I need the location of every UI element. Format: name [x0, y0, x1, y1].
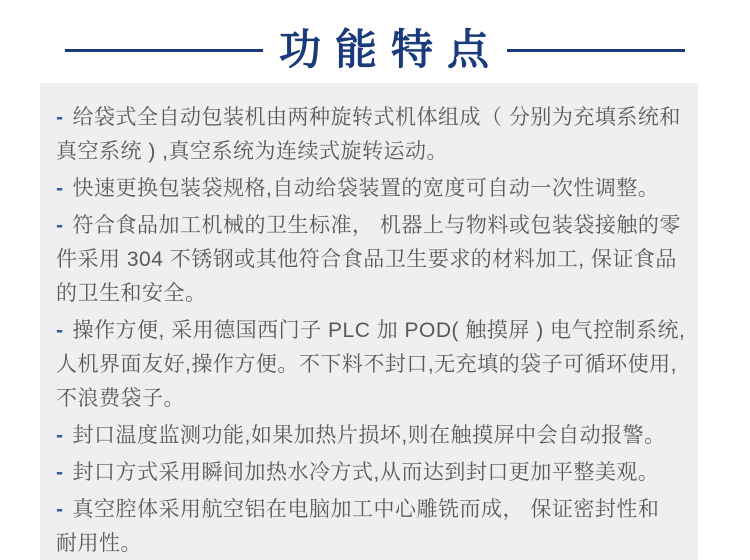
feature-item: [56, 172, 686, 206]
feature-text: 不浪费袋子。: [56, 387, 185, 410]
feature-item: [56, 209, 686, 311]
feature-line: [56, 456, 686, 490]
bullet-dash: -: [56, 424, 64, 447]
feature-item: [56, 493, 686, 560]
feature-line: [56, 243, 686, 277]
feature-line: [56, 382, 686, 416]
feature-text: 真空腔体采用航空铝在电脑加工中心雕铣而成， 保证密封性和: [72, 498, 660, 521]
bullet-dash: -: [56, 177, 64, 200]
feature-item: [56, 456, 686, 490]
feature-line: [56, 135, 686, 169]
feature-text: 给袋式全自动包装机由两种旋转式机体组成（ 分别为充填系统和: [72, 106, 681, 129]
bullet-dash: -: [56, 106, 64, 129]
bullet-dash: -: [56, 461, 64, 484]
feature-item: [56, 101, 686, 169]
feature-text: 封口方式采用瞬间加热水冷方式,从而达到封口更加平整美观。: [72, 461, 660, 484]
feature-text: 真空系统 ) ,真空系统为连续式旋转运动。: [56, 140, 448, 163]
feature-text: 快速更换包装袋规格,自动给袋装置的宽度可自动一次性调整。: [72, 177, 660, 200]
feature-text: 的卫生和安全。: [56, 282, 207, 305]
feature-line: [56, 493, 686, 527]
feature-text: 耐用性。: [56, 532, 142, 555]
bullet-dash: -: [56, 319, 64, 342]
feature-line: [56, 527, 686, 560]
header-rule-right: [507, 49, 685, 52]
feature-text: 件采用 304 不锈钢或其他符合食品卫生要求的材料加工, 保证食品: [56, 248, 677, 271]
feature-line: [56, 277, 686, 311]
feature-text: 操作方便, 采用德国西门子 PLC 加 POD( 触摸屏 ) 电气控制系统,: [72, 319, 686, 342]
feature-line: [56, 419, 686, 453]
feature-text: 封口温度监测功能,如果加热片损坏,则在触摸屏中会自动报警。: [72, 424, 666, 447]
header-rule-left: [65, 49, 263, 52]
feature-line: [56, 314, 686, 348]
features-panel: [40, 83, 698, 560]
feature-text: 人机界面友好,操作方便。不下料不封口,无充填的袋子可循环使用,: [56, 353, 678, 376]
section-title: 功能特点: [278, 26, 503, 73]
feature-text: 符合食品加工机械的卫生标准， 机器上与物料或包装袋接触的零: [72, 214, 681, 237]
bullet-dash: -: [56, 498, 64, 521]
feature-item: [56, 314, 686, 416]
feature-line: [56, 348, 686, 382]
feature-line: [56, 101, 686, 135]
feature-line: [56, 172, 686, 206]
feature-line: [56, 209, 686, 243]
section-header: [0, 18, 750, 82]
bullet-dash: -: [56, 214, 64, 237]
feature-item: [56, 419, 686, 453]
